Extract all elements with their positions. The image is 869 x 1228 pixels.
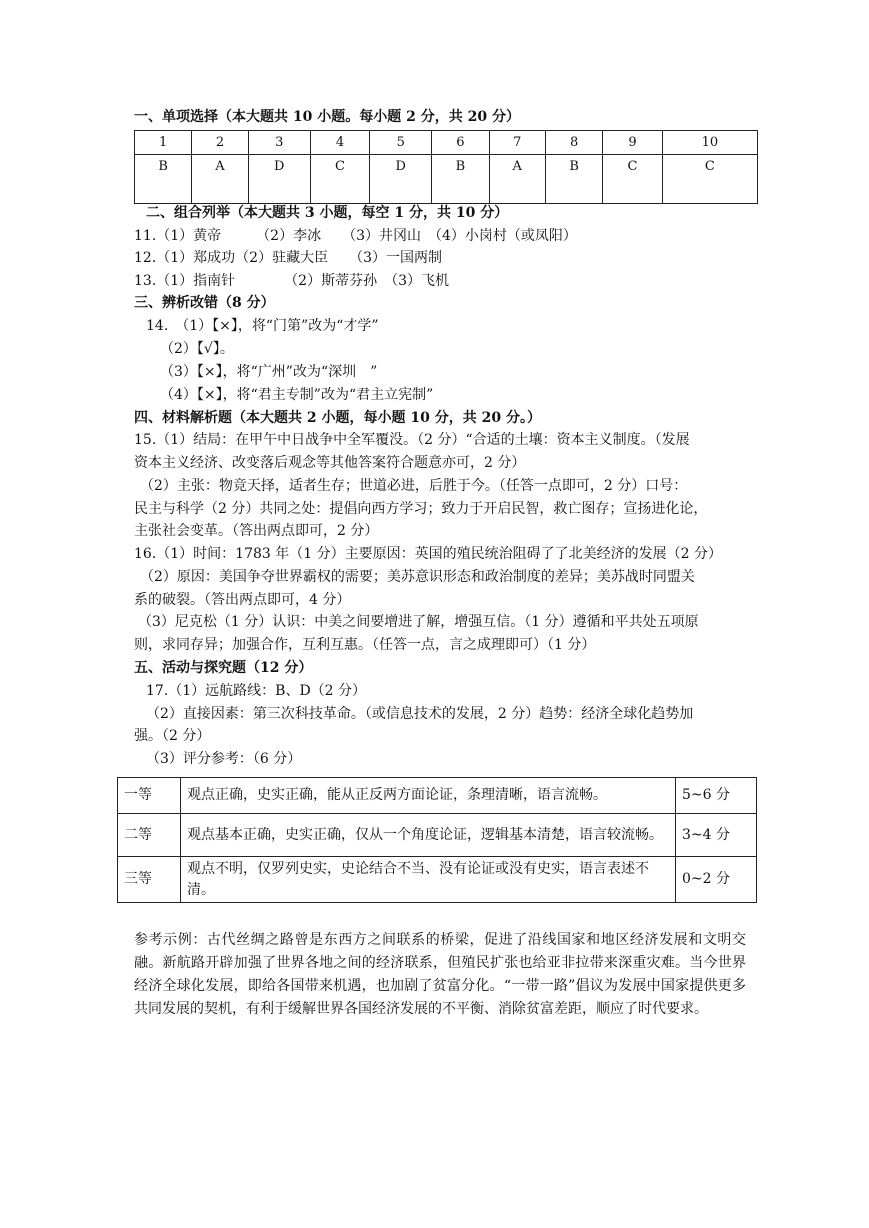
mcq-number: 4 [310,131,369,155]
rubric-score: 0~2 分 [676,857,757,903]
mcq-number: 8 [545,131,602,155]
q17-line: 17.（1）远航路线：B、D（2 分） [146,683,367,699]
q15-line: 资本主义经济、改变落后观念等其他答案符合题意亦可，2 分） [134,455,526,471]
q14-item-4: （4）【×】，将“君主专制”改为“君主立宪制” [160,387,434,403]
mcq-number: 6 [432,131,489,155]
mcq-number-row [135,131,758,155]
q16-line: （2）原因：美国争夺世界霸权的需要；美苏意识形态和政治制度的差异；美苏战时同盟关 [140,569,695,585]
mcq-number: 5 [370,131,432,155]
mcq-answer: B [432,155,489,204]
q17-line: （2）直接因素：第三次科技革命。（或信息技术的发展，2 分）趋势：经济全球化趋势加 [146,706,694,722]
mcq-answer: C [310,155,369,204]
rubric-description: 观点基本正确，史实正确，仅从一个角度论证，逻辑基本清楚，语言较流畅。 [181,814,676,857]
mcq-answer: A [192,155,248,204]
mcq-answer-row [135,155,758,204]
mcq-number: 1 [135,131,192,155]
rubric-description: 观点不明，仅罗列史实，史论结合不当、没有论证或没有史实，语言表述不清。 [181,857,676,903]
q16-line: 系的破裂。（答出两点即可，4 分） [134,592,351,608]
q17-line: （3）评分参考：（6 分） [146,751,302,767]
q16-line: （3）尼克松（1 分）认识：中美之间要增进了解，增强互信。（1 分）遵循和平共处五项原 [138,614,699,630]
q13-answer: 13.（1）指南针 （2）斯蒂芬孙 （3）飞机 [134,273,449,289]
rubric-row [118,814,757,857]
rubric-level: 一等 [118,778,181,814]
q14-item-3: （3）【×】，将“广州”改为“深圳 ” [160,364,378,380]
mcq-answer: B [135,155,192,204]
mcq-answer: C [662,155,757,204]
q16-line: 16.（1）时间：1783 年（1 分）主要原因：英国的殖民统治阻碍了了北美经济的发展（2 分） [134,546,722,562]
scoring-rubric-table [117,777,757,903]
q15-line: （2）主张：物竞天择，适者生存；世道必进，后胜于今。（任答一点即可，2 分）口号： [140,478,688,494]
rubric-description: 观点正确，史实正确，能从正反两方面论证，条理清晰，语言流畅。 [181,778,676,814]
mcq-answer: C [603,155,662,204]
mcq-number: 3 [248,131,310,155]
reference-example: 参考示例：古代丝绸之路曾是东西方之间联系的桥梁，促进了沿线国家和地区经济发展和文明交融。新航路开辟加强了世界各地之间的经济联系，但殖民扩张也给亚非拉带来深重灾难。当今世界经济全球化发展，即给各国带来机遇，也加剧了贫富分化。“一带一路”倡议为发展中国家提供更多共同发展的契机，有利于缓解世界各国经济发展的不平衡、消除贫富差距，顺应了时代要求。 [134,932,746,1017]
rubric-row [118,778,757,814]
rubric-score: 5~6 分 [676,778,757,814]
mcq-answer: A [489,155,545,204]
section5-title: 五、活动与探究题（12 分） [134,660,313,676]
mcq-answer: D [248,155,310,204]
section1-title: 一、单项选择（本大题共 10 小题。每小题 2 分，共 20 分） [134,109,520,125]
rubric-level: 二等 [118,814,181,857]
q15-line: 15.（1）结局：在甲午中日战争中全军覆没。（2 分）“合适的土壤：资本主义制度。（发展 [134,432,690,448]
rubric-score: 3~4 分 [676,814,757,857]
mcq-answer: B [545,155,602,204]
mcq-answer-table [134,130,758,204]
q15-line: 主张社会变革。（答出两点即可，2 分） [134,523,379,539]
mcq-number: 9 [603,131,662,155]
q12-answer: 12.（1）郑成功（2）驻藏大臣 （3）一国两制 [134,250,442,266]
q16-line: 则，求同存异；加强合作，互利互惠。（任答一点，言之成理即可）（1 分） [134,637,596,653]
mcq-answer: D [370,155,432,204]
rubric-level: 三等 [118,857,181,903]
rubric-row [118,857,757,903]
q11-answer: 11.（1）黄帝 （2）李冰 （3）井冈山 （4）小岗村（或凤阳） [134,228,577,244]
mcq-number: 7 [489,131,545,155]
q14-item-1: 14. （1）【×】，将“门第”改为“才学” [146,318,379,334]
section2-title: 二、组合列举（本大题共 3 小题，每空 1 分，共 10 分） [146,205,509,221]
mcq-number: 2 [192,131,248,155]
section3-title: 三、辨析改错（8 分） [134,295,275,311]
mcq-number: 10 [662,131,757,155]
section4-title: 四、材料解析题（本大题共 2 小题，每小题 10 分，共 20 分。） [134,410,541,426]
q14-item-2: （2）【√】。 [160,341,234,357]
q15-line: 民主与科学（2 分）共同之处：提倡向西方学习；致力于开启民智，救亡图存；宣扬进化论， [134,501,708,517]
q17-line: 强。（2 分） [134,728,211,744]
